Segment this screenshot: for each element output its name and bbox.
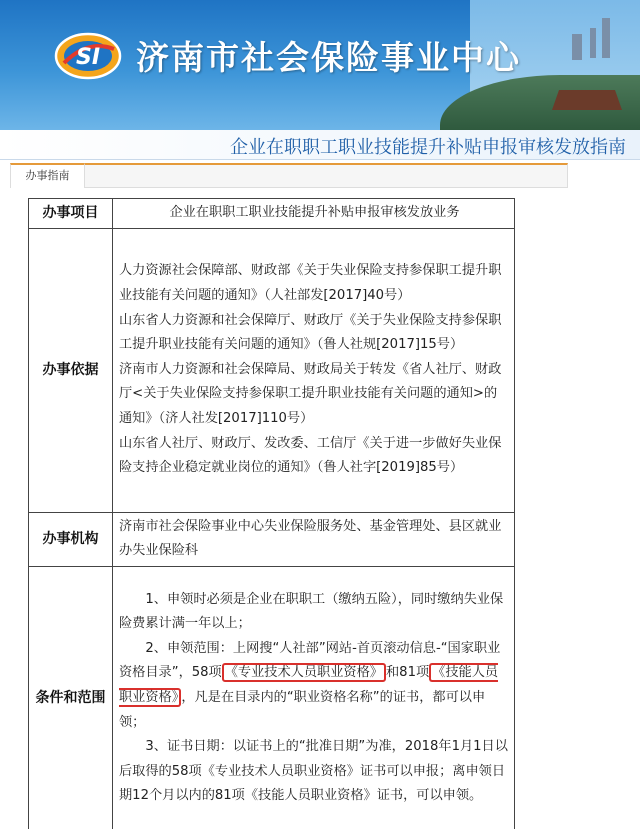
- condition-item-1: 1、申领时必须是企业在职职工（缴纳五险），同时缴纳失业保险费累计满一年以上；: [119, 591, 504, 632]
- si-logo: [54, 31, 122, 81]
- condition-text: 和81项: [386, 665, 430, 681]
- row-paragraph: 济南市社会保险事业中心失业保险服务处、基金管理处、县区就业办失业保险科: [119, 518, 502, 559]
- row-content: [113, 566, 515, 829]
- svg-text:SI: SI: [75, 45, 101, 70]
- row-paragraph: 山东省人力资源和社会保障厅、财政厅《关于失业保险支持参保职工提升职业技能有关问题的通知》（鲁人社规[2017]15号）: [119, 312, 502, 353]
- table-row: [29, 512, 515, 566]
- page-subtitle: 企业在职职工职业技能提升补贴申报审核发放指南: [230, 137, 626, 158]
- table-row: [29, 566, 515, 829]
- highlight-skill-qualification: 《技能人员职业资格》: [119, 665, 499, 705]
- row-label: 条件和范围: [29, 566, 113, 829]
- row-content: [113, 199, 515, 229]
- condition-item-2: [119, 637, 510, 735]
- row-content: [113, 512, 515, 566]
- row-paragraph: 山东省人社厅、财政厅、发改委、工信厅《关于进一步做好失业保险支持企业稳定就业岗位的通知》（鲁人社字[2019]85号）: [119, 435, 502, 476]
- banner-building: [572, 34, 582, 60]
- tab-bar: [10, 163, 568, 188]
- tab-guide[interactable]: 办事指南: [11, 163, 85, 188]
- condition-text: ，凡是在目录内的“职业资格名称”的证书，都可以申领；: [119, 689, 486, 730]
- row-paragraph: 济南市人力资源和社会保障局、财政局关于转发《省人社厅、财政厅<关于失业保险支持参保职工提升职业技能有关问题的通知>的通知》（济人社发[2017]110号）: [119, 361, 502, 426]
- table-row: [29, 199, 515, 229]
- banner-building: [602, 18, 610, 58]
- row-paragraph: 企业在职职工职业技能提升补贴申报审核发放业务: [169, 205, 460, 220]
- row-label: 办事项目: [29, 199, 113, 229]
- condition-text: 2、申领范围：上网搜“人社部”网站-首页滚动信息-“国家职业资格目录”，58项: [119, 640, 501, 681]
- row-label: 办事依据: [29, 228, 113, 512]
- table-row: [29, 228, 515, 512]
- row-content: [113, 228, 515, 512]
- guide-table: [28, 198, 515, 829]
- banner-building: [590, 28, 596, 58]
- row-label: 办事机构: [29, 512, 113, 566]
- header-banner: [0, 0, 640, 130]
- highlight-professional-qualification: 《专业技术人员职业资格》: [222, 663, 386, 682]
- banner-pavilion: [552, 90, 622, 110]
- site-title: 济南市社会保险事业中心: [136, 38, 521, 77]
- subtitle-bar: [0, 130, 640, 160]
- row-paragraph: 人力资源社会保障部、财政部《关于失业保险支持参保职工提升职业技能有关问题的通知》（人社部发[2017]40号）: [119, 263, 502, 304]
- condition-item-3: 3、证书日期：以证书上的“批准日期”为准，2018年1月1日以后取得的58项《专业技术人员职业资格》证书可以申报；离申领日期12个月以内的81项《技能人员职业资格》证书，可以申领。: [119, 739, 508, 804]
